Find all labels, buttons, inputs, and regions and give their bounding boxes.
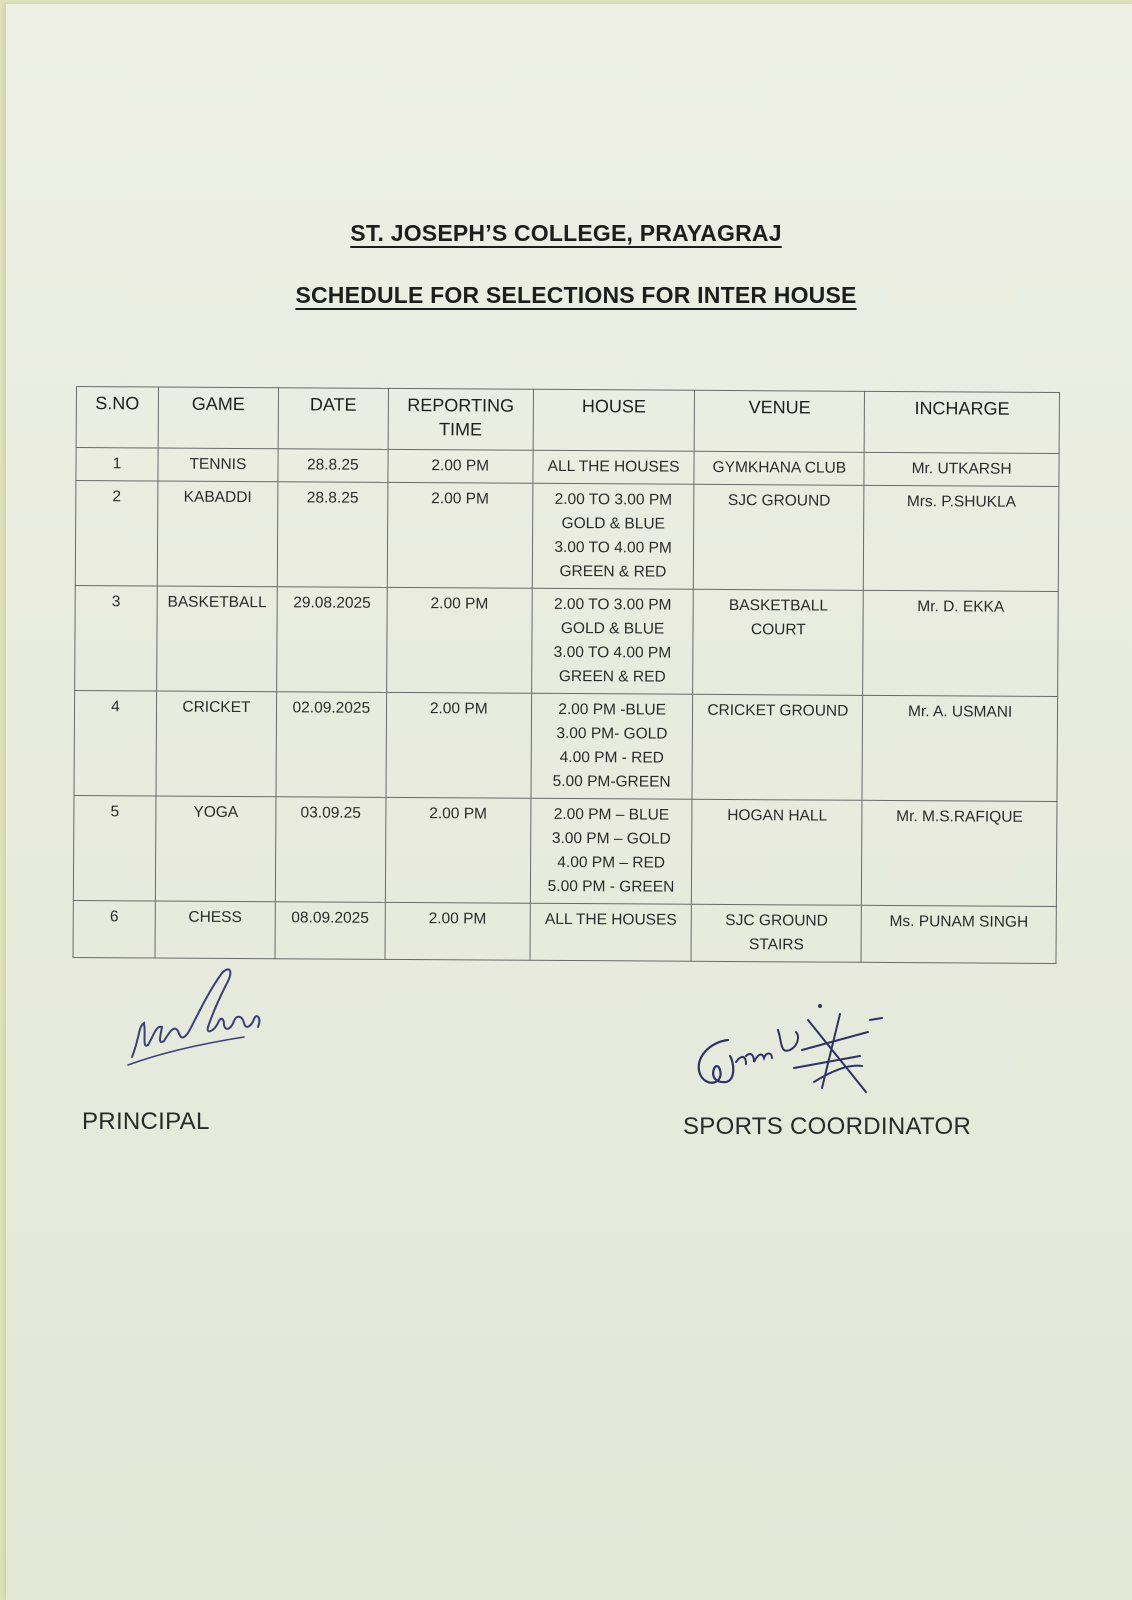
column-header: HOUSE xyxy=(533,389,695,451)
date-cell: 28.8.25 xyxy=(277,482,388,588)
house-cell-line: 4.00 PM - RED xyxy=(559,748,664,767)
house-cell xyxy=(530,903,692,961)
venue-cell-line: HOGAN HALL xyxy=(727,806,828,825)
date-cell: 03.09.25 xyxy=(275,797,386,903)
table-body xyxy=(73,448,1059,964)
time-cell: 2.00 PM xyxy=(385,902,530,960)
schedule-table xyxy=(73,386,1060,964)
incharge-cell: Mr. D. EKKA xyxy=(863,590,1058,696)
house-cell-line: 2.00 PM – BLUE xyxy=(553,805,670,824)
house-cell xyxy=(532,483,694,589)
house-cell xyxy=(530,798,692,904)
house-cell-line: GREEN & RED xyxy=(558,667,666,686)
sno-cell: 3 xyxy=(75,585,158,690)
house-cell-line: 2.00 TO 3.00 PM xyxy=(554,490,673,509)
incharge-cell: Mr. A. USMANI xyxy=(862,695,1057,801)
house-cell-line: 3.00 TO 4.00 PM xyxy=(553,643,672,662)
venue-cell xyxy=(691,904,861,962)
house-cell xyxy=(531,693,693,799)
incharge-cell: Mrs. P.SHUKLA xyxy=(863,485,1058,591)
house-cell-line: 3.00 TO 4.00 PM xyxy=(554,538,672,557)
time-cell: 2.00 PM xyxy=(386,587,532,693)
date-cell: 28.8.25 xyxy=(278,449,388,483)
table-row xyxy=(73,900,1056,963)
house-cell-line: 2.00 PM -BLUE xyxy=(558,700,666,719)
game-cell: KABADDI xyxy=(157,481,278,587)
venue-cell-line: CRICKET GROUND xyxy=(707,701,849,720)
venue-cell-line: COURT xyxy=(750,621,806,639)
house-cell-line: GOLD & BLUE xyxy=(561,514,665,533)
venue-cell xyxy=(693,589,863,695)
house-cell-line: 4.00 PM – RED xyxy=(557,853,666,872)
venue-cell-line: SJC GROUND xyxy=(727,491,831,510)
time-cell: 2.00 PM xyxy=(386,692,532,798)
game-cell: CHESS xyxy=(155,901,275,959)
coordinator-signature xyxy=(690,992,890,1107)
sno-cell: 5 xyxy=(73,795,156,900)
column-header: DATE xyxy=(278,388,388,450)
table-row xyxy=(74,690,1058,801)
house-cell xyxy=(531,588,693,694)
schedule-title: SCHEDULE FOR SELECTIONS FOR INTER HOUSE xyxy=(295,282,857,308)
game-cell: BASKETBALL xyxy=(157,586,278,692)
house-cell-line: 3.00 PM- GOLD xyxy=(556,724,668,743)
college-heading: ST. JOSEPH’S COLLEGE, PRAYAGRAJ xyxy=(350,220,782,246)
principal-label: PRINCIPAL xyxy=(82,1108,210,1135)
venue-cell-line: GYMKHANA CLUB xyxy=(712,458,847,477)
house-cell-line: GOLD & BLUE xyxy=(560,619,665,638)
house-cell-line: GREEN & RED xyxy=(559,562,667,581)
venue-cell xyxy=(694,451,864,485)
coordinator-label: SPORTS COORDINATOR xyxy=(683,1113,972,1140)
house-cell xyxy=(533,450,695,484)
house-cell-line: 2.00 TO 3.00 PM xyxy=(553,595,672,614)
game-cell: CRICKET xyxy=(156,691,277,797)
venue-cell-line: BASKETBALL xyxy=(728,596,829,615)
incharge-cell: Ms. PUNAM SINGH xyxy=(861,905,1056,963)
venue-cell-line: STAIRS xyxy=(748,936,804,954)
venue-cell xyxy=(694,484,864,590)
date-cell: 08.09.2025 xyxy=(275,902,385,960)
principal-signature xyxy=(126,965,266,1070)
game-cell: TENNIS xyxy=(158,448,278,482)
house-cell-line: 3.00 PM – GOLD xyxy=(551,829,671,848)
time-cell: 2.00 PM xyxy=(385,797,531,903)
date-cell: 02.09.2025 xyxy=(276,692,387,798)
table-row xyxy=(75,481,1059,592)
sno-cell: 6 xyxy=(73,900,155,957)
sno-cell: 2 xyxy=(75,481,158,586)
column-header: GAME xyxy=(158,387,278,449)
venue-cell xyxy=(692,799,862,905)
time-cell: 2.00 PM xyxy=(388,449,533,483)
table-row xyxy=(75,585,1059,696)
column-header: VENUE xyxy=(695,390,865,452)
table-row xyxy=(73,795,1057,906)
date-cell: 29.08.2025 xyxy=(277,587,388,693)
house-cell-line: 5.00 PM-GREEN xyxy=(552,772,671,791)
sno-cell: 4 xyxy=(74,690,157,795)
incharge-cell: Mr. M.S.RAFIQUE xyxy=(862,800,1057,906)
column-header: REPORTING TIME xyxy=(388,388,533,450)
table-header-row xyxy=(76,387,1059,454)
house-cell-line: ALL THE HOUSES xyxy=(544,910,677,929)
house-cell-line: ALL THE HOUSES xyxy=(547,457,680,476)
house-cell-line: 5.00 PM - GREEN xyxy=(547,877,675,896)
column-header: INCHARGE xyxy=(864,391,1059,453)
venue-cell xyxy=(692,694,862,800)
game-cell: YOGA xyxy=(155,796,276,902)
sno-cell: 1 xyxy=(76,448,158,481)
venue-cell-line: SJC GROUND xyxy=(725,911,828,930)
column-header: S.NO xyxy=(76,387,158,448)
incharge-cell: Mr. UTKARSH xyxy=(864,452,1059,486)
time-cell: 2.00 PM xyxy=(387,482,533,588)
